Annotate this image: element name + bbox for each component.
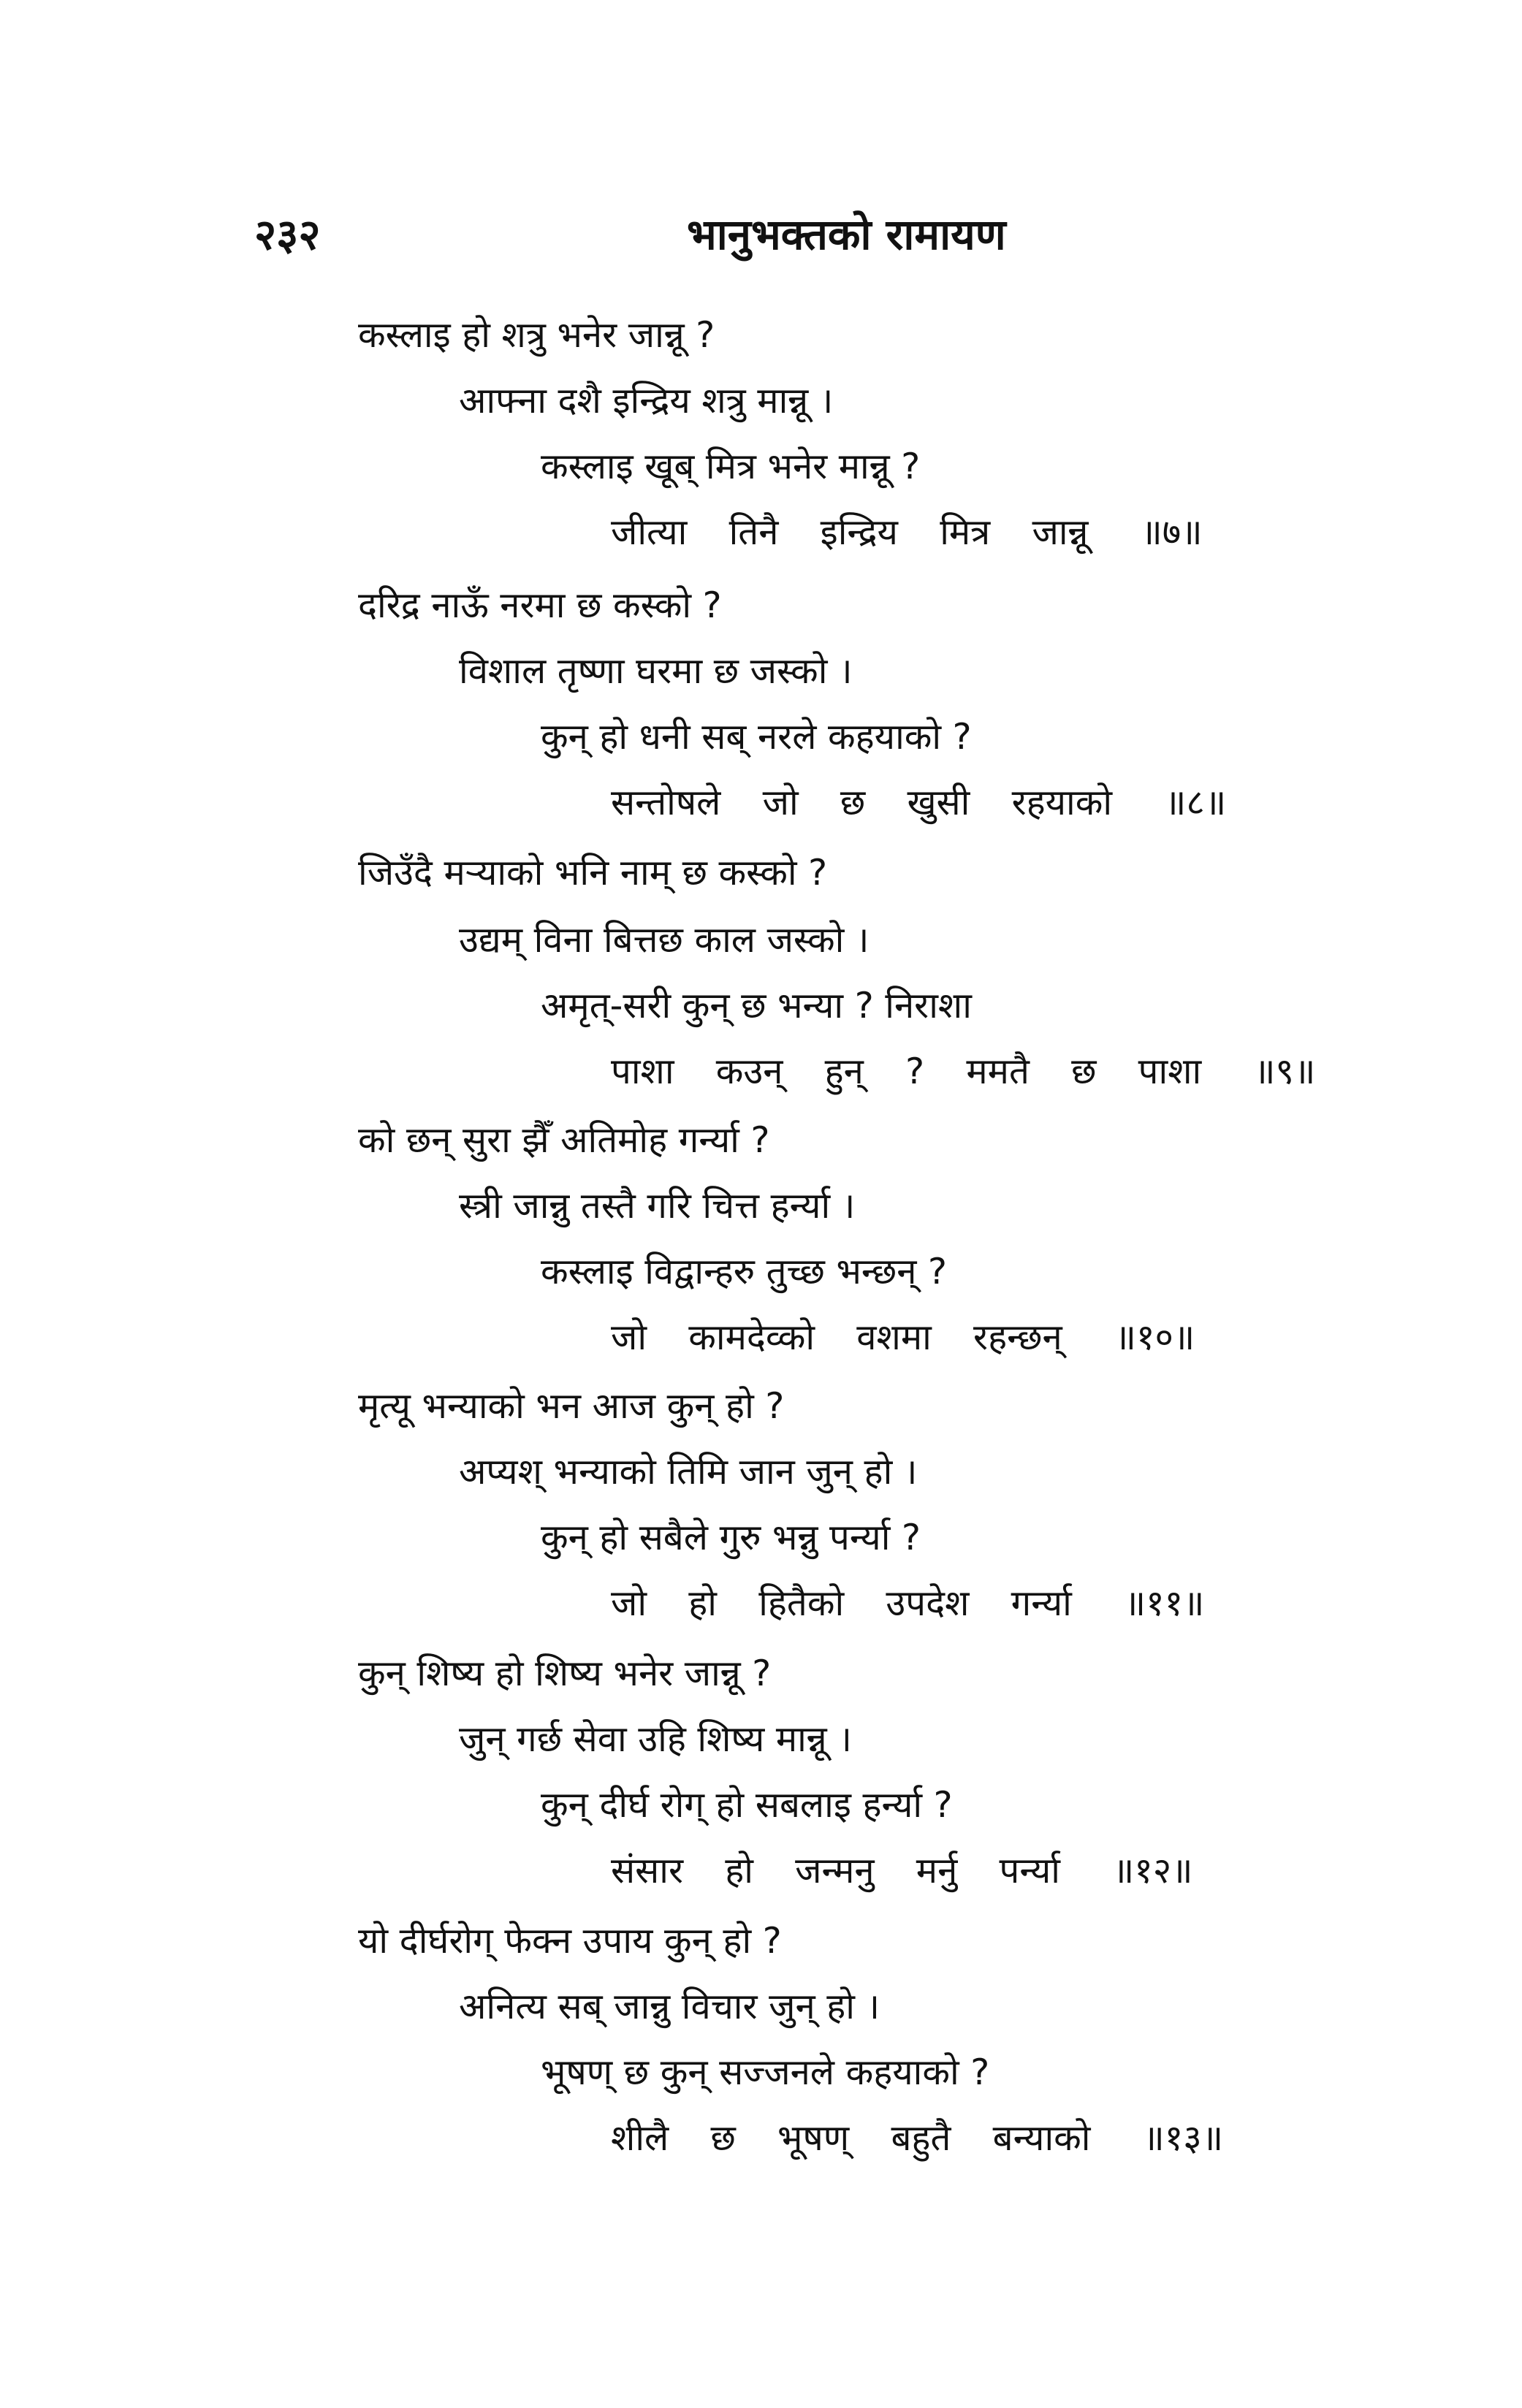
verse-line-text: शीलै छ भूषण् बहुतै बन्याको (611, 2117, 1091, 2159)
verse-line: कस्लाइ हो शत्रु भनेर जान्नू ? (358, 314, 715, 356)
verse-line-last (611, 1850, 1193, 1891)
verse-line: उद्यम् विना बित्तछ काल जस्को । (459, 919, 870, 961)
verse-line-text: जो हो हितैको उपदेश गर्न्या (611, 1582, 1072, 1624)
verse-line: स्त्री जान्नु तस्तै गरि चित्त हर्न्या । (459, 1185, 856, 1227)
verse-number: ॥८॥ (1165, 782, 1227, 823)
verse-line: यो दीर्घरोग् फेक्न उपाय कुन् हो ? (358, 1920, 782, 1962)
verse-line-text: सन्तोषले जो छ खुसी रहयाको (611, 782, 1113, 823)
verse-line-text: जो कामदेव्को वशमा रहन्छन् (611, 1317, 1062, 1358)
page-number: २३२ (254, 210, 321, 259)
verse-line: कुन् दीर्घ रोग् हो सबलाइ हर्न्या ? (541, 1784, 953, 1826)
verse-line: कस्लाइ खूब् मित्र भनेर मान्नू ? (541, 446, 921, 487)
verse-line-last (611, 2117, 1224, 2159)
verse-number: ॥१०॥ (1114, 1317, 1195, 1358)
verse-line-last (611, 1317, 1195, 1358)
verse-line-last (611, 511, 1203, 553)
verse-number: ॥७॥ (1141, 511, 1203, 553)
verse-line: अनित्य सब् जान्नु विचार जुन् हो । (459, 1986, 880, 2027)
verse-line: कस्लाइ विद्वान्हरु तुच्छ भन्छन् ? (541, 1251, 948, 1292)
running-title: भानुभक्तको रामायण (687, 210, 1006, 259)
verse-line: कुन् शिष्य हो शिष्य भनेर जान्नू ? (358, 1653, 772, 1694)
verse-number: ॥१३॥ (1143, 2117, 1224, 2159)
verse-line-text: जीत्या तिनै इन्द्रिय मित्र जान्नू (611, 511, 1089, 553)
verse-line: अमृत्-सरी कुन् छ भन्या ? निराशा (541, 985, 972, 1026)
verse-line: कुन् हो धनी सब् नरले कहयाको ? (541, 716, 972, 758)
verse-line-text: संसार हो जन्मनु मर्नु पर्न्या (611, 1850, 1060, 1891)
verse-number: ॥१२॥ (1112, 1850, 1193, 1891)
verse-line: विशाल तृष्णा घरमा छ जस्को । (459, 650, 853, 692)
verse-line-last (611, 782, 1227, 823)
verse-line: जिउँदै मऱ्याको भनि नाम् छ कस्को ? (358, 852, 828, 894)
verse-line: दरिद्र नाऊँ नरमा छ कस्को ? (358, 584, 722, 626)
verse-line: मृत्यू भन्याको भन आज कुन् हो ? (358, 1385, 785, 1427)
verse-line: आफ्ना दशै इन्द्रिय शत्रु मान्नू । (459, 380, 834, 422)
verse-line-last (611, 1051, 1316, 1092)
verse-line: को छन् सुरा झैँ अतिमोह गर्न्या ? (358, 1119, 770, 1161)
verse-line-last (611, 1582, 1205, 1624)
verse-line-text: पाशा कउन् हुन् ? ममतै छ पाशा (611, 1051, 1202, 1092)
verse-number: ॥११॥ (1124, 1582, 1205, 1624)
verse-line: कुन् हो सबैले गुरु भन्नु पर्न्या ? (541, 1517, 921, 1558)
verse-line: जुन् गर्छ सेवा उहि शिष्य मान्नू । (459, 1718, 852, 1760)
verse-line: भूषण् छ कुन् सज्जनले कहयाको ? (541, 2051, 990, 2093)
verse-number: ॥९॥ (1254, 1051, 1316, 1092)
verse-line: अप्यश् भन्याको तिमि जान जुन् हो । (459, 1451, 918, 1493)
